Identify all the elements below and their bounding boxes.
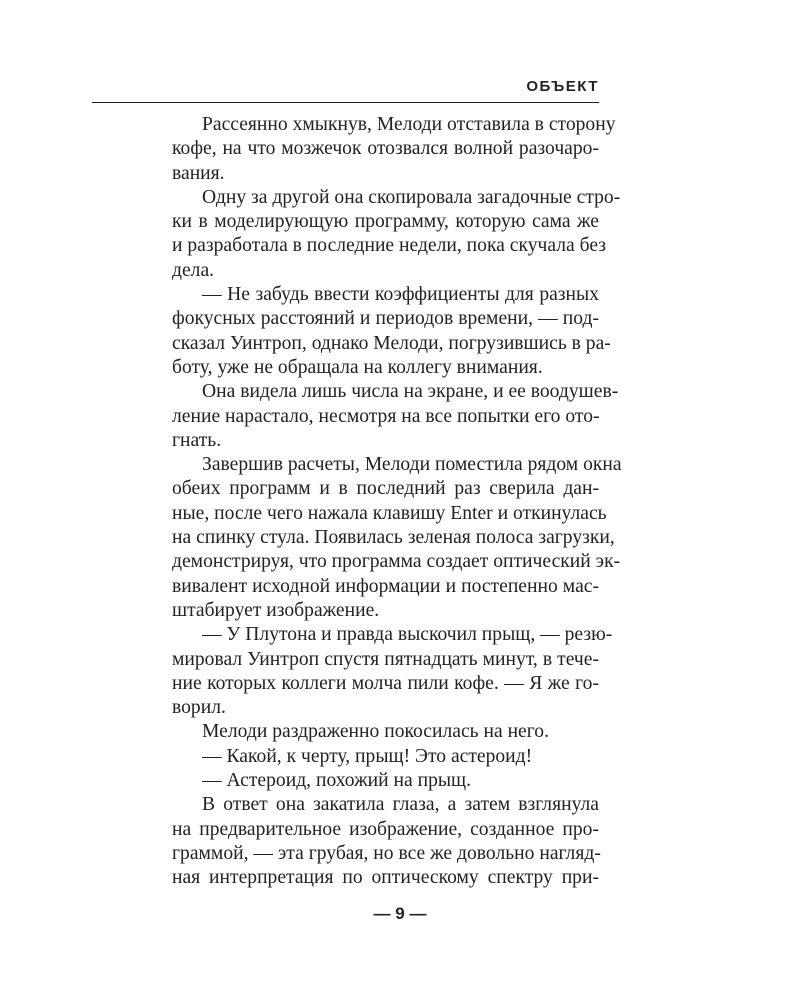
running-header (92, 76, 599, 103)
text-line: вивалент исходной информации и постепенно мас- (172, 575, 599, 597)
text-line: на предварительное изображение, созданное про- (172, 818, 599, 840)
text-line: кофе, на что мозжечок отозвался волной разочаро- (172, 138, 599, 160)
text-line: Она видела лишь числа на экране, и ее воодушев- (202, 381, 619, 403)
header-title: ОБЪЕКТ (526, 78, 599, 95)
text-line: ные, после чего нажала клавишу Enter и откинулась (172, 502, 607, 524)
text-line: сказал Уинтроп, однако Мелоди, погрузившись в ра- (172, 332, 611, 354)
text-line: граммой, — эта грубая, но все же довольно нагляд- (172, 842, 601, 864)
text-line: — У Плутона и правда выскочил прыщ, — резю- (202, 624, 613, 646)
text-line: ворил. (172, 697, 226, 719)
text-line: ние которых коллеги молча пили кофе. — Я же го- (172, 672, 599, 694)
text-line: Завершив расчеты, Мелоди поместила рядом окна (202, 454, 622, 476)
body-text (172, 113, 622, 891)
text-line: Мелоди раздраженно покосилась на него. (202, 721, 549, 743)
text-line: — Астероид, похожий на прыщ. (202, 770, 472, 792)
text-line: ки в моделирующую программу, которую сама же (172, 211, 599, 233)
text-line: — Не забудь ввести коэффициенты для разных (202, 284, 599, 306)
text-line: Одну за другой она скопировала загадочные стро- (202, 186, 621, 208)
text-line: ная интерпретация по оптическому спектру при- (172, 867, 599, 889)
text-line: ление нарастало, несмотря на все попытки его ото- (172, 405, 600, 427)
text-line: демонстрируя, что программа создает оптический эк- (172, 551, 621, 573)
text-line: боту, уже не обращала на коллегу внимания. (172, 356, 543, 378)
text-line: штабирует изображение. (172, 599, 380, 621)
text-line: фокусных расстояний и периодов времени, — под- (172, 308, 599, 330)
text-line: дела. (172, 259, 215, 281)
text-line: мировал Уинтроп спустя пятнадцать минут, в тече- (172, 648, 599, 670)
page-number: — 9 — (373, 904, 427, 923)
text-line: вания. (172, 162, 225, 184)
text-line: и разработала в последние недели, пока скучала без (172, 235, 606, 257)
text-line: Рассеянно хмыкнув, Мелоди отставила в сторону (202, 114, 616, 135)
text-line: обеих программ и в последний раз сверила дан- (172, 478, 599, 500)
text-line: В ответ она закатила глаза, а затем взглянула (202, 794, 599, 816)
text-line: на спинку стула. Появилась зеленая полоса загрузки, (172, 527, 615, 549)
text-line: — Какой, к черту, прыщ! Это астероид! (202, 745, 533, 767)
text-line: гнать. (172, 429, 222, 451)
